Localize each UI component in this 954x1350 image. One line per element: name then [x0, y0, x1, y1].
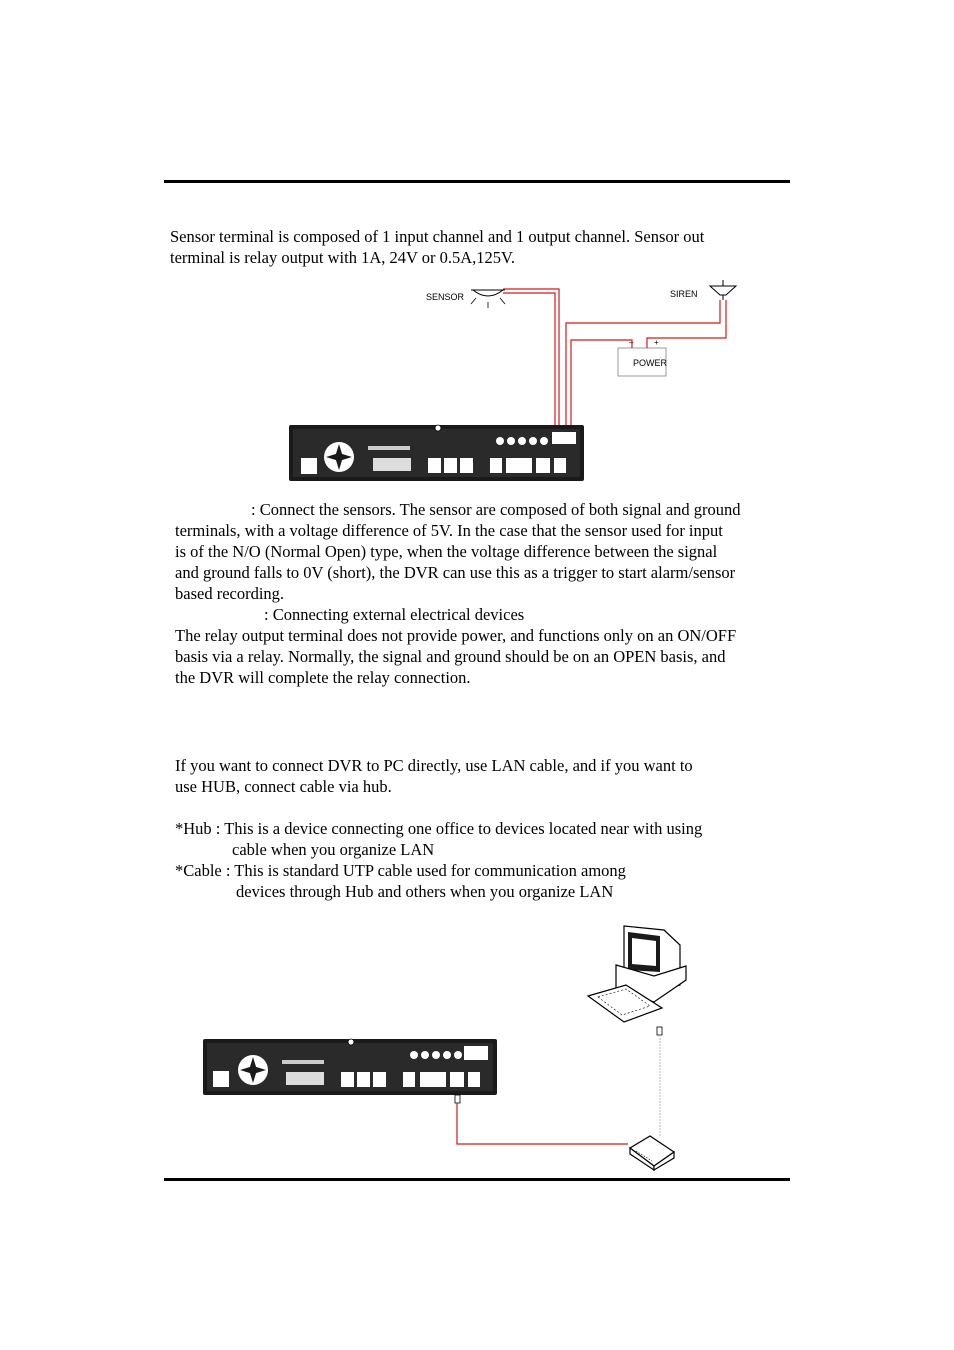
- sensor-input-line: is of the N/O (Normal Open) type, when the voltage difference between the signal: [175, 542, 718, 561]
- relay-line: : Connecting external electrical devices: [264, 605, 525, 624]
- hub-definition-line: *Hub : This is a device connecting one office to devices located near with using: [175, 819, 703, 838]
- sensor-input-line: based recording.: [175, 584, 285, 603]
- hub-definition-line: cable when you organize LAN: [232, 840, 435, 859]
- dvr-rear-panel: [289, 425, 584, 481]
- relay-line: the DVR will complete the relay connection.: [175, 668, 471, 687]
- dvr-rear-panel-lan: [203, 1039, 497, 1103]
- sensor-description: [175, 499, 741, 688]
- lan-intro-line: If you want to connect DVR to PC directly, use LAN cable, and if you want to: [175, 756, 693, 775]
- siren-label: SIREN: [670, 289, 698, 299]
- sensor-wires: [503, 289, 559, 432]
- sensor-label: SENSOR: [426, 292, 465, 302]
- relay-line: The relay output terminal does not provide power, and functions only on an ON/OFF: [175, 626, 737, 645]
- sensor-input-line: : Connect the sensors. The sensor are composed of both signal and ground: [251, 500, 741, 519]
- power-label: POWER: [633, 358, 668, 368]
- lan-cable-dvr: [457, 1103, 628, 1144]
- computer-icon: [588, 926, 686, 1035]
- lan-description: [175, 755, 702, 902]
- cable-definition-line: devices through Hub and others when you organize LAN: [236, 882, 614, 901]
- sensor-intro-line: Sensor terminal is composed of 1 input channel and 1 output channel. Sensor out: [170, 227, 705, 246]
- siren-icon: [710, 280, 736, 300]
- sensor-input-line: terminals, with a voltage difference of 5V. In the case that the sensor used for input: [175, 521, 723, 540]
- power-minus-label: –: [629, 338, 634, 347]
- cable-definition-line: *Cable : This is standard UTP cable used for communication among: [175, 861, 626, 880]
- hub-icon: [630, 1136, 674, 1170]
- power-plus-label: +: [654, 338, 659, 347]
- sensor-intro-line: terminal is relay output with 1A, 24V or 0.5A,125V.: [170, 248, 515, 267]
- sensor-input-line: and ground falls to 0V (short), the DVR can use this as a trigger to start alarm/sensor: [175, 563, 736, 582]
- lan-intro-line: use HUB, connect cable via hub.: [175, 777, 392, 796]
- relay-line: basis via a relay. Normally, the signal and ground should be on an OPEN basis, and: [175, 647, 726, 666]
- sensor-icon: [471, 290, 505, 308]
